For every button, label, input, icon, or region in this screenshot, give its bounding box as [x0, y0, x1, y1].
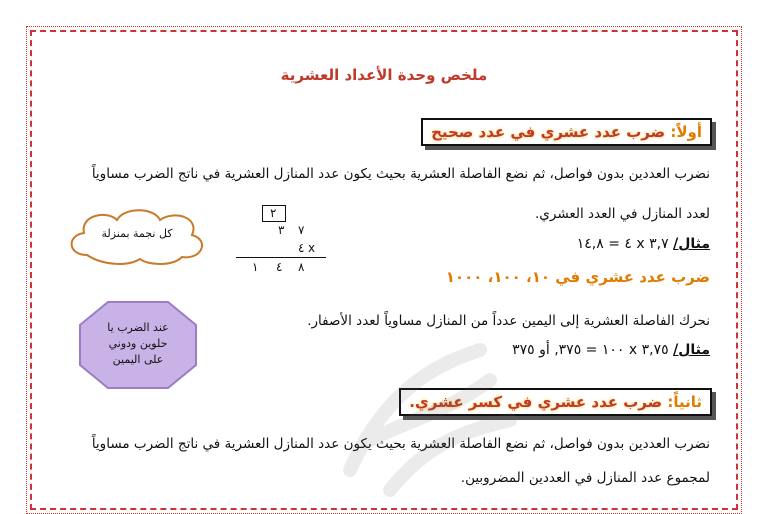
mult10-para: نحرك الفاصلة العشرية إلى اليمين عدداً من المنازل مساوياً لعدد الأصفار.	[307, 313, 710, 329]
example-expression: ٣,٧٥ x ١٠٠ = ٣٧٥, أو ٣٧٥	[512, 342, 669, 358]
example-label: مثال/	[673, 236, 710, 252]
section1-para-line1: نضرب العددين بدون فواصل، ثم نضع الفاصلة العشرية بحيث يكون عدد المنازل العشرية في ناتج الضرب مساوياً	[91, 166, 710, 182]
mult10-heading: ضرب عدد عشري في ١٠، ١٠٠، ١٠٠٠	[445, 268, 710, 286]
octagon-line: على اليمين	[112, 353, 164, 366]
section1-para-line2: لعدد المنازل في العدد العشري.	[535, 206, 710, 222]
example-label: مثال/	[673, 342, 710, 358]
cloud-note: كل نجمة بمنزلة	[101, 227, 173, 240]
section2-heading-text: ضرب عدد عشري في كسر عشري.	[409, 393, 663, 411]
octagon-line: حلوين ودوني	[108, 337, 168, 350]
octagon-note	[90, 320, 186, 368]
section2-para-line2: لمجموع عدد المنازل في العددين المضروبين.	[460, 470, 710, 486]
result-digit: ٤	[276, 260, 283, 274]
carry-digit: ٢	[270, 206, 277, 220]
top-digit: ٧	[298, 223, 305, 237]
section1-heading	[421, 118, 712, 146]
result-digit: ٨	[298, 260, 305, 274]
page-title: ملخص وحدة الأعداد العشرية	[280, 66, 488, 84]
result-digit: ١	[252, 260, 259, 274]
bottom-digit: ٤	[298, 241, 305, 255]
section2-number: ثانياً:	[667, 393, 702, 411]
octagon-line: عند الضرب يا	[107, 321, 169, 334]
multiply-sign: x	[308, 241, 316, 255]
section2-para-line1: نضرب العددين بدون فواصل، ثم نضع الفاصلة العشرية بحيث يكون عدد المنازل العشرية في ناتج الضرب مساوياً	[91, 436, 710, 452]
top-digit: ٣	[278, 223, 285, 237]
section1-number: أولاً:	[670, 123, 702, 141]
example-expression: ٣,٧ x ٤ = ١٤,٨	[576, 236, 669, 252]
section1-example	[577, 236, 710, 252]
mult10-example	[512, 342, 710, 358]
multiplication-work	[232, 205, 332, 275]
watermark	[330, 320, 530, 500]
result-line	[236, 257, 326, 258]
section1-heading-text: ضرب عدد عشري في عدد صحيح	[431, 123, 666, 141]
